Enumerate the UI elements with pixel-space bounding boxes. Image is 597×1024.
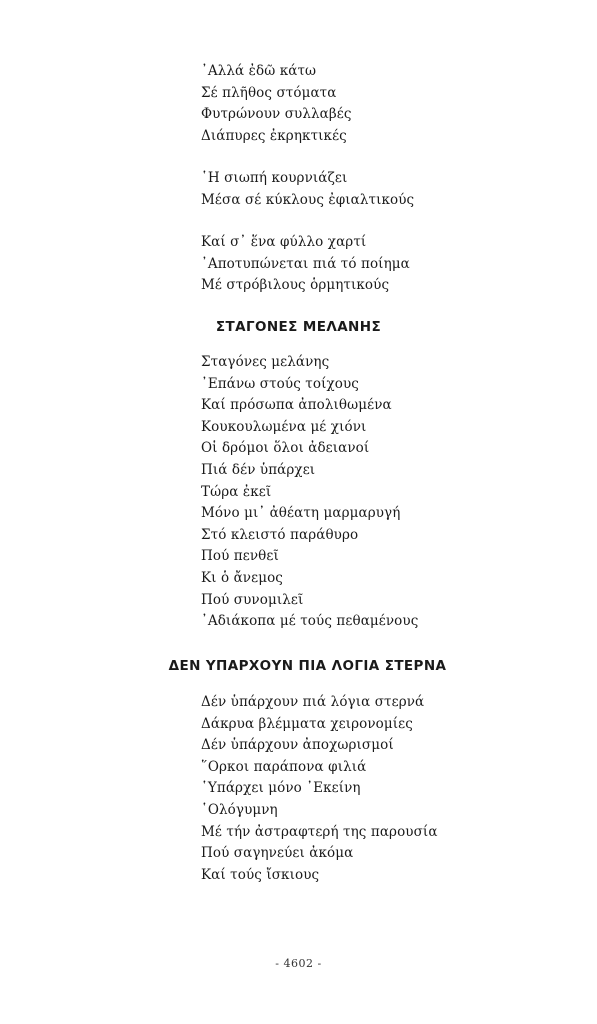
poem-line: Σέ πλῆθος στόματα bbox=[201, 84, 337, 101]
poem-line: ῾Η σιωπή κουρνιάζει bbox=[201, 170, 348, 186]
poem-line: Πού πενθεῖ bbox=[201, 548, 279, 565]
poem-1-stanza-1 bbox=[201, 61, 352, 147]
poem-line: Δάκρυα βλέμματα χειρονομίες bbox=[201, 715, 413, 732]
poem-2-body bbox=[201, 352, 418, 633]
poem-line: Σταγόνες μελάνης bbox=[201, 354, 330, 370]
poem-2-title: ΣΤΑΓΟΝΕΣ ΜΕΛΑΝΗΣ bbox=[215, 319, 382, 335]
poem-1-stanza-3 bbox=[201, 232, 410, 297]
poem-line: Φυτρώνουν συλλαβές bbox=[201, 106, 352, 123]
poem-line: Μέσα σέ κύκλους ἐφιαλτικούς bbox=[201, 191, 415, 208]
poem-line: Στό κλειστό παράθυρο bbox=[201, 526, 359, 543]
page-number: - 4602 - bbox=[275, 957, 322, 970]
poem-line: ῾Υπάρχει μόνο ᾿Εκείνη bbox=[201, 780, 361, 797]
poem-line: Μέ στρόβιλους ὁρμητικούς bbox=[201, 277, 390, 294]
poem-line: ᾿Αποτυπώνεται πιά τό ποίημα bbox=[201, 255, 410, 272]
poem-line: Πού συνομιλεῖ bbox=[201, 591, 304, 608]
poem-line: ῞Ορκοι παράπονα φιλιά bbox=[201, 758, 367, 775]
poem-line: Οἱ δρόμοι ὅλοι ἀδειανοί bbox=[201, 440, 370, 457]
poem-line: ᾿Αλλά ἐδῶ κάτω bbox=[201, 63, 317, 79]
poem-line: Μέ τήν ἀστραφτερή της παρουσία bbox=[201, 823, 438, 840]
poem-line: Δέν ὑπάρχουν πιά λόγια στερνά bbox=[201, 694, 425, 710]
poem-line: Κι ὁ ἄνεμος bbox=[201, 569, 283, 586]
poem-line: Δέν ὑπάρχουν ἀποχωρισμοί bbox=[201, 737, 394, 754]
poem-line: Πιά δέν ὑπάρχει bbox=[201, 461, 316, 478]
poem-line: ᾿Επάνω στούς τοίχους bbox=[201, 375, 359, 392]
poem-line: Τώρα ἐκεῖ bbox=[201, 483, 272, 500]
poem-1-stanza-2 bbox=[201, 168, 414, 211]
poem-line: Πού σαγηνεύει ἀκόμα bbox=[201, 845, 354, 862]
poem-line: ᾿Αδιάκοπα μέ τούς πεθαμένους bbox=[201, 613, 419, 630]
poem-line: Διάπυρες ἐκρηκτικές bbox=[201, 127, 347, 144]
poem-line: Καί τούς ἴσκιους bbox=[201, 866, 320, 883]
poem-line: Καί σ᾿ ἕνα φύλλο χαρτί bbox=[201, 234, 367, 250]
poem-3-body bbox=[201, 692, 438, 886]
poem-line: Μόνο μι᾿ ἀθέατη μαρμαρυγή bbox=[201, 505, 401, 522]
poem-line: ῾Ολόγυμνη bbox=[201, 801, 278, 818]
poem-line: Κουκουλωμένα μέ χιόνι bbox=[201, 418, 367, 435]
poem-line: Καί πρόσωπα ἀπολιθωμένα bbox=[201, 397, 392, 414]
poem-3-title: ΔΕΝ ΥΠΑΡΧΟΥΝ ΠΙΑ ΛΟΓΙΑ ΣΤΕΡΝΑ bbox=[168, 658, 447, 674]
